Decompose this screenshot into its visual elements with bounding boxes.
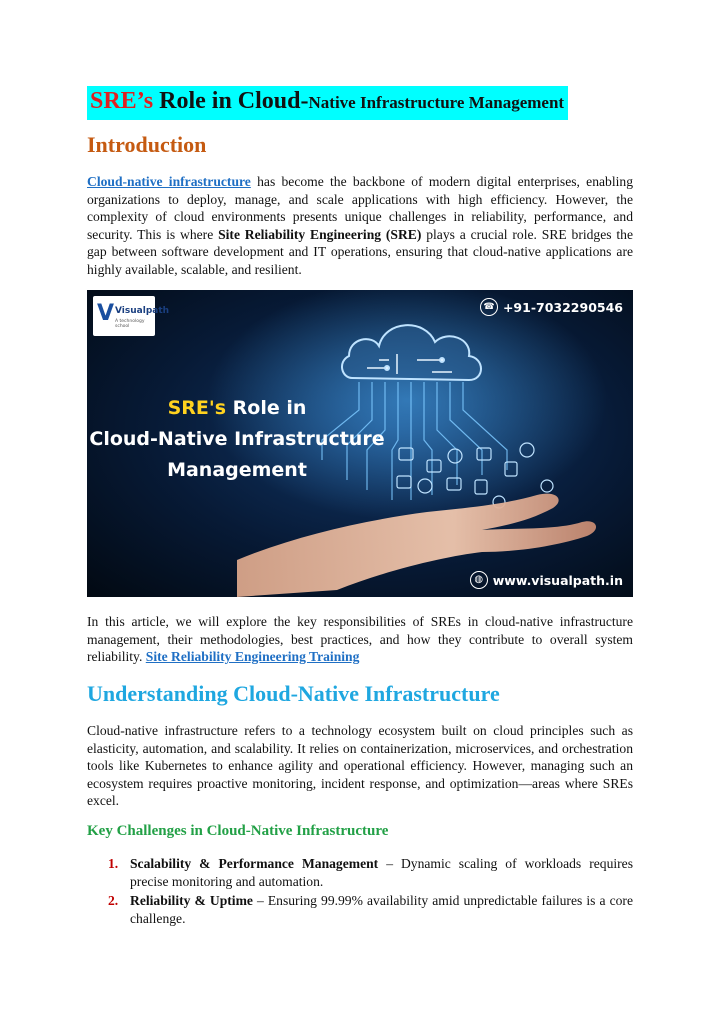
- list-number: 2.: [108, 893, 119, 909]
- title-highlight: [87, 86, 568, 120]
- banner-website: [470, 571, 623, 589]
- title-rest: Native Infrastructure Management: [308, 93, 565, 112]
- phone-number: +91-7032290546: [502, 299, 623, 315]
- banner-image: [87, 290, 633, 597]
- article-paragraph: [87, 613, 633, 666]
- list-item-text: – Ensuring 99.99% availability amid unpredictable failures is a core challenge.: [130, 893, 633, 926]
- logo-tagline: A technology school: [115, 319, 145, 329]
- visualpath-logo: [93, 296, 170, 336]
- list-item-text: – Dynamic scaling of workloads requires precise monitoring and automation.: [130, 856, 633, 889]
- globe-icon: ◍: [470, 571, 488, 589]
- challenges-heading: Key Challenges in Cloud-Native Infrastructure: [87, 823, 389, 839]
- document-title: [87, 86, 568, 120]
- sre-training-link[interactable]: Site Reliability Engineering Training: [145, 649, 360, 665]
- title-sre: SRE’s: [90, 88, 154, 114]
- logo-name: Visualpath: [115, 306, 170, 316]
- understanding-paragraph: Cloud-native infrastructure refers to a technology ecosystem built on cloud principles such as elasticity, automation, and scalability. It relies on containerization, microservices, and orchestration tools like Kubernetes to enhance agility and operational efficiency. However, managing such an ecosystem requires proactive monitoring, incident response, and optimization—areas where SREs excel.: [87, 723, 633, 809]
- list-item-title: Reliability & Uptime: [130, 893, 253, 909]
- list-item: [108, 892, 633, 927]
- banner-title-highlight: SRE's: [167, 397, 227, 419]
- list-item: [108, 855, 633, 890]
- banner-title-line1-rest: Role in: [226, 397, 307, 419]
- understanding-heading: Understanding Cloud-Native Infrastructure: [87, 681, 500, 706]
- article-text: In this article, we will explore the key responsibilities of SREs in cloud-native infrastructure management, their methodologies, best practices, and how they contribute to overall system reliability.: [87, 614, 633, 665]
- list-number: 1.: [108, 856, 119, 871]
- banner-title-line2: Cloud-Native Infrastructure: [89, 428, 385, 450]
- banner-title: [87, 393, 387, 486]
- banner-phone: [480, 298, 623, 316]
- cloud-native-link[interactable]: Cloud-native infrastructure: [87, 174, 251, 189]
- banner-title-line1: [87, 393, 387, 424]
- challenges-list: [108, 855, 633, 929]
- title-role: Role in Cloud-: [153, 88, 309, 114]
- intro-text-2: plays a crucial role. SRE bridges the gap between software development and IT operations, ensuring that cloud-native applications are highly available, scalable, and resilient.: [87, 226, 633, 277]
- phone-icon: ☎: [480, 298, 498, 316]
- introduction-heading: Introduction: [87, 132, 207, 157]
- website-url: www.visualpath.in: [492, 572, 623, 588]
- banner-title-line3: Management: [167, 459, 307, 481]
- list-item-title: Scalability & Performance Management: [130, 856, 379, 871]
- introduction-paragraph: [87, 173, 633, 279]
- intro-bold-sre: Site Reliability Engineering (SRE): [218, 226, 422, 242]
- intro-text-1: has become the backbone of modern digital enterprises, enabling organizations to deploy, manage, and scale applications with high efficiency. However, the complexity of cloud environments presents unique challenges in reliability, performance, and security. This is where: [87, 174, 633, 242]
- logo-mark-icon: V: [97, 301, 115, 326]
